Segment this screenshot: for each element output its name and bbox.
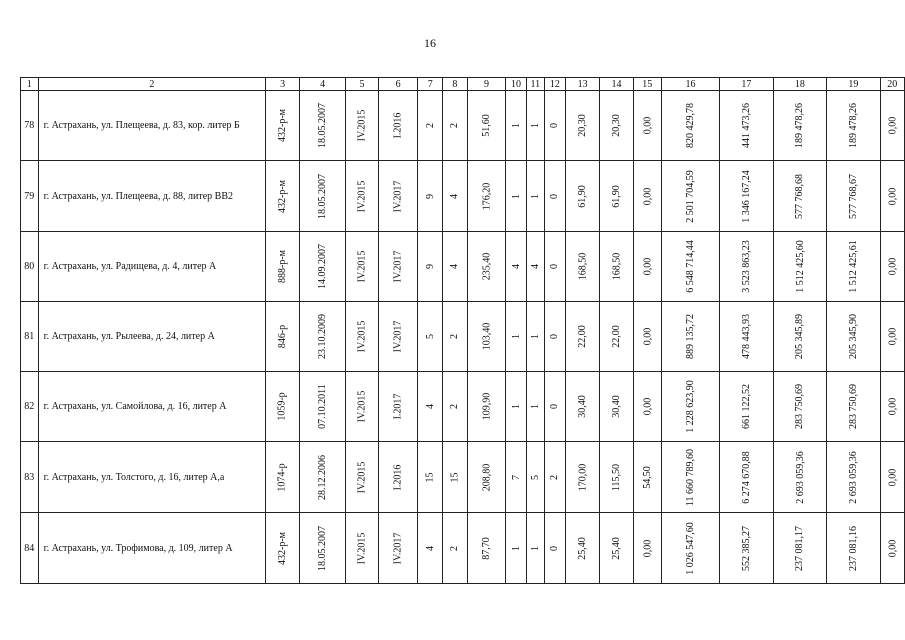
cell-col-18 bbox=[773, 302, 827, 372]
value-col-11: 1 bbox=[529, 123, 541, 128]
table-row bbox=[21, 91, 905, 161]
value-col-12: 2 bbox=[549, 474, 561, 480]
cell-col-6 bbox=[378, 91, 417, 161]
value-col-17: 552 385,27 bbox=[740, 525, 752, 571]
value-col-9: 176,20 bbox=[480, 182, 492, 210]
value-col-18: 577 768,68 bbox=[794, 173, 806, 219]
value-col-19: 189 478,26 bbox=[847, 103, 859, 148]
value-col-15: 0,00 bbox=[641, 397, 653, 416]
cell-col-19 bbox=[827, 302, 881, 372]
cell-col-6 bbox=[378, 161, 417, 232]
value-col-19: 1 512 425,61 bbox=[847, 240, 859, 293]
value-col-16: 889 135,72 bbox=[685, 314, 696, 359]
cell-col-14 bbox=[600, 302, 633, 372]
cell-col-19 bbox=[827, 232, 881, 302]
value-col-11: 1 bbox=[529, 404, 541, 409]
row-number: 79 bbox=[21, 161, 39, 232]
value-col-8: 4 bbox=[449, 193, 461, 199]
document-number-cell bbox=[266, 232, 300, 302]
document-date: 23.10.2009 bbox=[317, 314, 329, 359]
cell-col-14 bbox=[600, 232, 633, 302]
value-col-8: 2 bbox=[449, 123, 461, 128]
cell-col-8 bbox=[443, 513, 468, 584]
cell-col-17 bbox=[720, 372, 774, 442]
cell-col-5 bbox=[346, 442, 379, 513]
cell-col-7 bbox=[418, 372, 443, 442]
value-col-12: 0 bbox=[549, 123, 561, 128]
cell-col-6 bbox=[378, 513, 417, 584]
value-col-5: IV.2015 bbox=[356, 180, 368, 212]
column-number-12: 12 bbox=[544, 78, 565, 91]
value-col-8: 2 bbox=[449, 404, 461, 409]
cell-col-11 bbox=[526, 161, 544, 232]
cell-col-7 bbox=[418, 302, 443, 372]
cell-col-8 bbox=[443, 91, 468, 161]
value-col-14: 168,50 bbox=[610, 252, 622, 281]
value-col-10: 7 bbox=[510, 474, 522, 480]
document-number: 846-р bbox=[277, 324, 289, 349]
cell-col-14 bbox=[600, 442, 633, 513]
value-col-7: 4 bbox=[424, 404, 436, 409]
value-col-7: 2 bbox=[424, 123, 436, 128]
value-col-11: 1 bbox=[529, 334, 541, 339]
cell-col-6 bbox=[378, 442, 417, 513]
value-col-15: 0,00 bbox=[641, 539, 653, 557]
value-col-9: 51,60 bbox=[480, 114, 492, 137]
value-col-11: 4 bbox=[529, 264, 541, 269]
value-col-9: 103,40 bbox=[480, 322, 492, 351]
cell-col-13 bbox=[565, 161, 599, 232]
value-col-6: IV.2017 bbox=[392, 320, 404, 353]
cell-col-9 bbox=[467, 91, 505, 161]
cell-col-20 bbox=[880, 302, 904, 372]
document-date-cell bbox=[300, 232, 346, 302]
value-col-19: 577 768,67 bbox=[847, 173, 859, 219]
value-col-7: 9 bbox=[424, 193, 436, 199]
value-col-13: 30,40 bbox=[577, 395, 589, 418]
cell-col-15 bbox=[633, 372, 661, 442]
cell-col-20 bbox=[880, 232, 904, 302]
cell-col-18 bbox=[773, 91, 827, 161]
cell-col-17 bbox=[720, 91, 774, 161]
cell-col-16 bbox=[661, 232, 719, 302]
cell-col-9 bbox=[467, 232, 505, 302]
document-number: 1059-р bbox=[277, 392, 289, 421]
cell-col-19 bbox=[827, 442, 881, 513]
cell-col-16 bbox=[661, 442, 719, 513]
cell-col-14 bbox=[600, 91, 633, 161]
cell-col-17 bbox=[720, 161, 774, 232]
cell-col-5 bbox=[346, 232, 379, 302]
value-col-19: 205 345,90 bbox=[847, 314, 859, 359]
value-col-5: IV.2015 bbox=[356, 532, 368, 564]
table-row bbox=[21, 232, 905, 302]
cell-col-19 bbox=[827, 372, 881, 442]
cell-col-15 bbox=[633, 91, 661, 161]
value-col-6: IV.2017 bbox=[392, 250, 404, 283]
address-cell: г. Астрахань, ул. Толстого, д. 16, литер А,а bbox=[38, 442, 266, 513]
cell-col-5 bbox=[346, 161, 379, 232]
cell-col-9 bbox=[467, 161, 505, 232]
document-number-cell bbox=[266, 513, 300, 584]
cell-col-13 bbox=[565, 442, 599, 513]
value-col-16: 820 429,78 bbox=[685, 103, 696, 148]
value-col-5: IV.2015 bbox=[356, 390, 368, 423]
value-col-20: 0,00 bbox=[886, 257, 898, 276]
cell-col-5 bbox=[346, 302, 379, 372]
page-number: 16 bbox=[424, 36, 436, 50]
column-number-7: 7 bbox=[418, 78, 443, 91]
value-col-12: 0 bbox=[549, 545, 561, 551]
cell-col-15 bbox=[633, 161, 661, 232]
cell-col-20 bbox=[880, 91, 904, 161]
address-cell: г. Астрахань, ул. Рылеева, д. 24, литер А bbox=[38, 302, 266, 372]
cell-col-19 bbox=[827, 513, 881, 584]
column-number-5: 5 bbox=[346, 78, 379, 91]
cell-col-12 bbox=[544, 232, 565, 302]
value-col-10: 4 bbox=[510, 264, 522, 269]
row-number: 78 bbox=[21, 91, 39, 161]
value-col-16: 11 660 789,60 bbox=[685, 448, 697, 506]
document-number-cell bbox=[266, 302, 300, 372]
cell-col-8 bbox=[443, 302, 468, 372]
column-number-13: 13 bbox=[565, 78, 599, 91]
value-col-13: 22,00 bbox=[577, 325, 589, 348]
cell-col-10 bbox=[506, 302, 527, 372]
cell-col-18 bbox=[773, 161, 827, 232]
value-col-10: 1 bbox=[510, 123, 522, 128]
address-cell: г. Астрахань, ул. Плещеева, д. 83, кор. литер Б bbox=[38, 91, 266, 161]
cell-col-12 bbox=[544, 513, 565, 584]
cell-col-17 bbox=[720, 232, 774, 302]
cell-col-11 bbox=[526, 232, 544, 302]
value-col-18: 2 693 059,36 bbox=[794, 450, 806, 504]
value-col-10: 1 bbox=[510, 193, 522, 199]
value-col-15: 0,00 bbox=[641, 116, 653, 135]
cell-col-10 bbox=[506, 161, 527, 232]
cell-col-15 bbox=[633, 513, 661, 584]
cell-col-13 bbox=[565, 232, 599, 302]
value-col-18: 189 478,26 bbox=[794, 103, 806, 148]
value-col-17: 1 346 167,24 bbox=[740, 169, 752, 223]
document-number: 432-р-м bbox=[277, 531, 289, 565]
column-number-8: 8 bbox=[443, 78, 468, 91]
value-col-5: IV.2015 bbox=[356, 461, 368, 493]
document-date: 07.10.2011 bbox=[317, 384, 329, 429]
cell-col-19 bbox=[827, 161, 881, 232]
value-col-8: 2 bbox=[449, 334, 461, 339]
value-col-6: I.2017 bbox=[392, 393, 404, 420]
row-number: 84 bbox=[21, 513, 39, 584]
cell-col-11 bbox=[526, 91, 544, 161]
value-col-18: 237 081,17 bbox=[794, 525, 806, 571]
value-col-16: 6 548 714,44 bbox=[685, 240, 696, 293]
value-col-6: IV.2017 bbox=[392, 532, 404, 564]
cell-col-18 bbox=[773, 442, 827, 513]
cell-col-7 bbox=[418, 91, 443, 161]
address-cell: г. Астрахань, ул. Плещеева, д. 88, литер ВВ2 bbox=[38, 161, 266, 232]
value-col-19: 2 693 059,36 bbox=[847, 450, 859, 504]
row-number: 82 bbox=[21, 372, 39, 442]
cell-col-13 bbox=[565, 91, 599, 161]
cell-col-11 bbox=[526, 513, 544, 584]
column-number-3: 3 bbox=[266, 78, 300, 91]
document-date-cell bbox=[300, 302, 346, 372]
document-date-cell bbox=[300, 513, 346, 584]
document-date-cell bbox=[300, 442, 346, 513]
value-col-12: 0 bbox=[549, 193, 561, 199]
value-col-8: 2 bbox=[449, 545, 461, 551]
value-col-6: IV.2017 bbox=[392, 180, 404, 212]
value-col-14: 115,50 bbox=[610, 463, 622, 491]
cell-col-18 bbox=[773, 513, 827, 584]
value-col-11: 1 bbox=[529, 193, 541, 199]
value-col-13: 170,00 bbox=[577, 463, 589, 491]
column-number-17: 17 bbox=[720, 78, 774, 91]
cell-col-16 bbox=[661, 91, 719, 161]
value-col-17: 478 443,93 bbox=[740, 314, 752, 359]
value-col-9: 109,90 bbox=[480, 392, 492, 421]
value-col-18: 1 512 425,60 bbox=[794, 240, 806, 293]
cell-col-16 bbox=[661, 513, 719, 584]
cell-col-9 bbox=[467, 372, 505, 442]
column-number-4: 4 bbox=[300, 78, 346, 91]
value-col-20: 0,00 bbox=[886, 397, 898, 416]
document-number: 432-р-м bbox=[277, 179, 289, 213]
cell-col-12 bbox=[544, 161, 565, 232]
value-col-12: 0 bbox=[549, 264, 561, 269]
cell-col-7 bbox=[418, 442, 443, 513]
value-col-11: 1 bbox=[529, 545, 541, 551]
value-col-11: 5 bbox=[529, 474, 541, 480]
row-number: 83 bbox=[21, 442, 39, 513]
cell-col-12 bbox=[544, 372, 565, 442]
cell-col-20 bbox=[880, 513, 904, 584]
cell-col-17 bbox=[720, 513, 774, 584]
column-number-row bbox=[21, 78, 905, 91]
column-number-6: 6 bbox=[378, 78, 417, 91]
table-row bbox=[21, 302, 905, 372]
document-date-cell bbox=[300, 372, 346, 442]
column-number-15: 15 bbox=[633, 78, 661, 91]
value-col-14: 20,30 bbox=[610, 114, 622, 137]
document-number: 888-р-м bbox=[277, 250, 289, 283]
cell-col-12 bbox=[544, 91, 565, 161]
cell-col-9 bbox=[467, 442, 505, 513]
value-col-14: 25,40 bbox=[610, 536, 622, 560]
value-col-13: 168,50 bbox=[577, 252, 589, 281]
table-row bbox=[21, 442, 905, 513]
cell-col-14 bbox=[600, 161, 633, 232]
value-col-20: 0,00 bbox=[886, 187, 898, 205]
column-number-9: 9 bbox=[467, 78, 505, 91]
document-number-cell bbox=[266, 161, 300, 232]
document-date: 18.05.2007 bbox=[317, 173, 329, 219]
cell-col-13 bbox=[565, 513, 599, 584]
value-col-18: 205 345,89 bbox=[794, 314, 806, 359]
document-number-cell bbox=[266, 91, 300, 161]
address-cell: г. Астрахань, ул. Самойлова, д. 16, литер А bbox=[38, 372, 266, 442]
value-col-15: 0,00 bbox=[641, 327, 653, 346]
value-col-9: 87,70 bbox=[480, 536, 492, 560]
column-number-2: 2 bbox=[38, 78, 266, 91]
cell-col-19 bbox=[827, 91, 881, 161]
value-col-5: IV.2015 bbox=[356, 250, 368, 283]
value-col-7: 5 bbox=[424, 334, 436, 339]
value-col-20: 0,00 bbox=[886, 327, 898, 346]
value-col-14: 22,00 bbox=[610, 325, 622, 348]
value-col-8: 4 bbox=[449, 264, 461, 269]
value-col-18: 283 750,69 bbox=[794, 384, 806, 429]
table-row bbox=[21, 161, 905, 232]
document-date: 14.09.2007 bbox=[317, 244, 329, 289]
value-col-20: 0,00 bbox=[886, 116, 898, 135]
cell-col-6 bbox=[378, 302, 417, 372]
value-col-15: 0,00 bbox=[641, 257, 653, 276]
cell-col-10 bbox=[506, 372, 527, 442]
cell-col-13 bbox=[565, 302, 599, 372]
cell-col-20 bbox=[880, 442, 904, 513]
value-col-9: 235,40 bbox=[480, 252, 492, 281]
table-row bbox=[21, 372, 905, 442]
column-number-16: 16 bbox=[661, 78, 719, 91]
cell-col-5 bbox=[346, 513, 379, 584]
value-col-17: 661 122,52 bbox=[740, 384, 752, 429]
value-col-10: 1 bbox=[510, 404, 522, 409]
value-col-13: 20,30 bbox=[577, 114, 589, 137]
cell-col-10 bbox=[506, 513, 527, 584]
cell-col-10 bbox=[506, 442, 527, 513]
cell-col-12 bbox=[544, 302, 565, 372]
cell-col-9 bbox=[467, 302, 505, 372]
value-col-7: 4 bbox=[424, 545, 436, 551]
table-body bbox=[21, 91, 905, 584]
value-col-7: 9 bbox=[424, 264, 436, 269]
value-col-7: 15 bbox=[424, 472, 436, 482]
value-col-14: 61,90 bbox=[610, 184, 622, 208]
document-date: 28.12.2006 bbox=[317, 454, 329, 500]
value-col-17: 3 523 863,23 bbox=[740, 240, 752, 293]
column-number-1: 1 bbox=[21, 78, 39, 91]
value-col-20: 0,00 bbox=[886, 539, 898, 557]
cell-col-15 bbox=[633, 232, 661, 302]
cell-col-15 bbox=[633, 442, 661, 513]
value-col-16: 1 228 623,90 bbox=[685, 380, 696, 433]
cell-col-13 bbox=[565, 372, 599, 442]
column-number-14: 14 bbox=[600, 78, 633, 91]
cell-col-8 bbox=[443, 442, 468, 513]
cell-col-16 bbox=[661, 372, 719, 442]
value-col-10: 1 bbox=[510, 545, 522, 551]
column-number-10: 10 bbox=[506, 78, 527, 91]
cell-col-11 bbox=[526, 372, 544, 442]
cell-col-8 bbox=[443, 161, 468, 232]
cell-col-12 bbox=[544, 442, 565, 513]
document-number-cell bbox=[266, 442, 300, 513]
cell-col-7 bbox=[418, 232, 443, 302]
cell-col-18 bbox=[773, 372, 827, 442]
cell-col-6 bbox=[378, 372, 417, 442]
cell-col-14 bbox=[600, 372, 633, 442]
document-number: 432-р-м bbox=[277, 109, 289, 142]
value-col-17: 6 274 670,88 bbox=[740, 450, 752, 504]
cell-col-16 bbox=[661, 161, 719, 232]
housing-registry-table bbox=[20, 77, 905, 584]
value-col-5: IV.2015 bbox=[356, 320, 368, 353]
cell-col-7 bbox=[418, 161, 443, 232]
cell-col-15 bbox=[633, 302, 661, 372]
value-col-16: 1 026 547,60 bbox=[685, 521, 696, 575]
document-number: 1074-р bbox=[277, 462, 289, 492]
value-col-20: 0,00 bbox=[886, 468, 898, 486]
value-col-15: 54,50 bbox=[641, 465, 653, 489]
cell-col-11 bbox=[526, 442, 544, 513]
value-col-10: 1 bbox=[510, 334, 522, 339]
cell-col-5 bbox=[346, 372, 379, 442]
document-date-cell bbox=[300, 91, 346, 161]
value-col-9: 208,80 bbox=[480, 463, 492, 491]
cell-col-10 bbox=[506, 232, 527, 302]
column-number-20: 20 bbox=[880, 78, 904, 91]
cell-col-11 bbox=[526, 302, 544, 372]
value-col-19: 237 081,16 bbox=[847, 525, 859, 571]
document-number-cell bbox=[266, 372, 300, 442]
address-cell: г. Астрахань, ул. Радищева, д. 4, литер А bbox=[38, 232, 266, 302]
cell-col-9 bbox=[467, 513, 505, 584]
value-col-12: 0 bbox=[549, 404, 561, 409]
cell-col-14 bbox=[600, 513, 633, 584]
cell-col-18 bbox=[773, 232, 827, 302]
cell-col-7 bbox=[418, 513, 443, 584]
table-row bbox=[21, 513, 905, 584]
address-cell: г. Астрахань, ул. Трофимова, д. 109, литер А bbox=[38, 513, 266, 584]
column-number-11: 11 bbox=[526, 78, 544, 91]
cell-col-17 bbox=[720, 302, 774, 372]
value-col-17: 441 473,26 bbox=[740, 103, 752, 148]
cell-col-5 bbox=[346, 91, 379, 161]
column-number-18: 18 bbox=[773, 78, 827, 91]
value-col-16: 2 501 704,59 bbox=[685, 169, 696, 223]
value-col-6: I.2016 bbox=[392, 464, 404, 490]
value-col-8: 15 bbox=[449, 472, 461, 482]
cell-col-8 bbox=[443, 232, 468, 302]
value-col-19: 283 750,69 bbox=[847, 384, 859, 429]
value-col-12: 0 bbox=[549, 334, 561, 339]
value-col-5: IV.2015 bbox=[356, 109, 368, 142]
cell-col-6 bbox=[378, 232, 417, 302]
cell-col-20 bbox=[880, 372, 904, 442]
row-number: 80 bbox=[21, 232, 39, 302]
document-date-cell bbox=[300, 161, 346, 232]
cell-col-16 bbox=[661, 302, 719, 372]
cell-col-17 bbox=[720, 442, 774, 513]
value-col-15: 0,00 bbox=[641, 187, 653, 205]
cell-col-20 bbox=[880, 161, 904, 232]
document-date: 18.05.2007 bbox=[317, 103, 329, 148]
row-number: 81 bbox=[21, 302, 39, 372]
column-number-19: 19 bbox=[827, 78, 881, 91]
value-col-13: 25,40 bbox=[577, 536, 589, 560]
value-col-6: I.2016 bbox=[392, 112, 404, 139]
document-date: 18.05.2007 bbox=[317, 525, 329, 571]
cell-col-8 bbox=[443, 372, 468, 442]
value-col-13: 61,90 bbox=[577, 184, 589, 208]
value-col-14: 30,40 bbox=[610, 395, 622, 418]
cell-col-10 bbox=[506, 91, 527, 161]
